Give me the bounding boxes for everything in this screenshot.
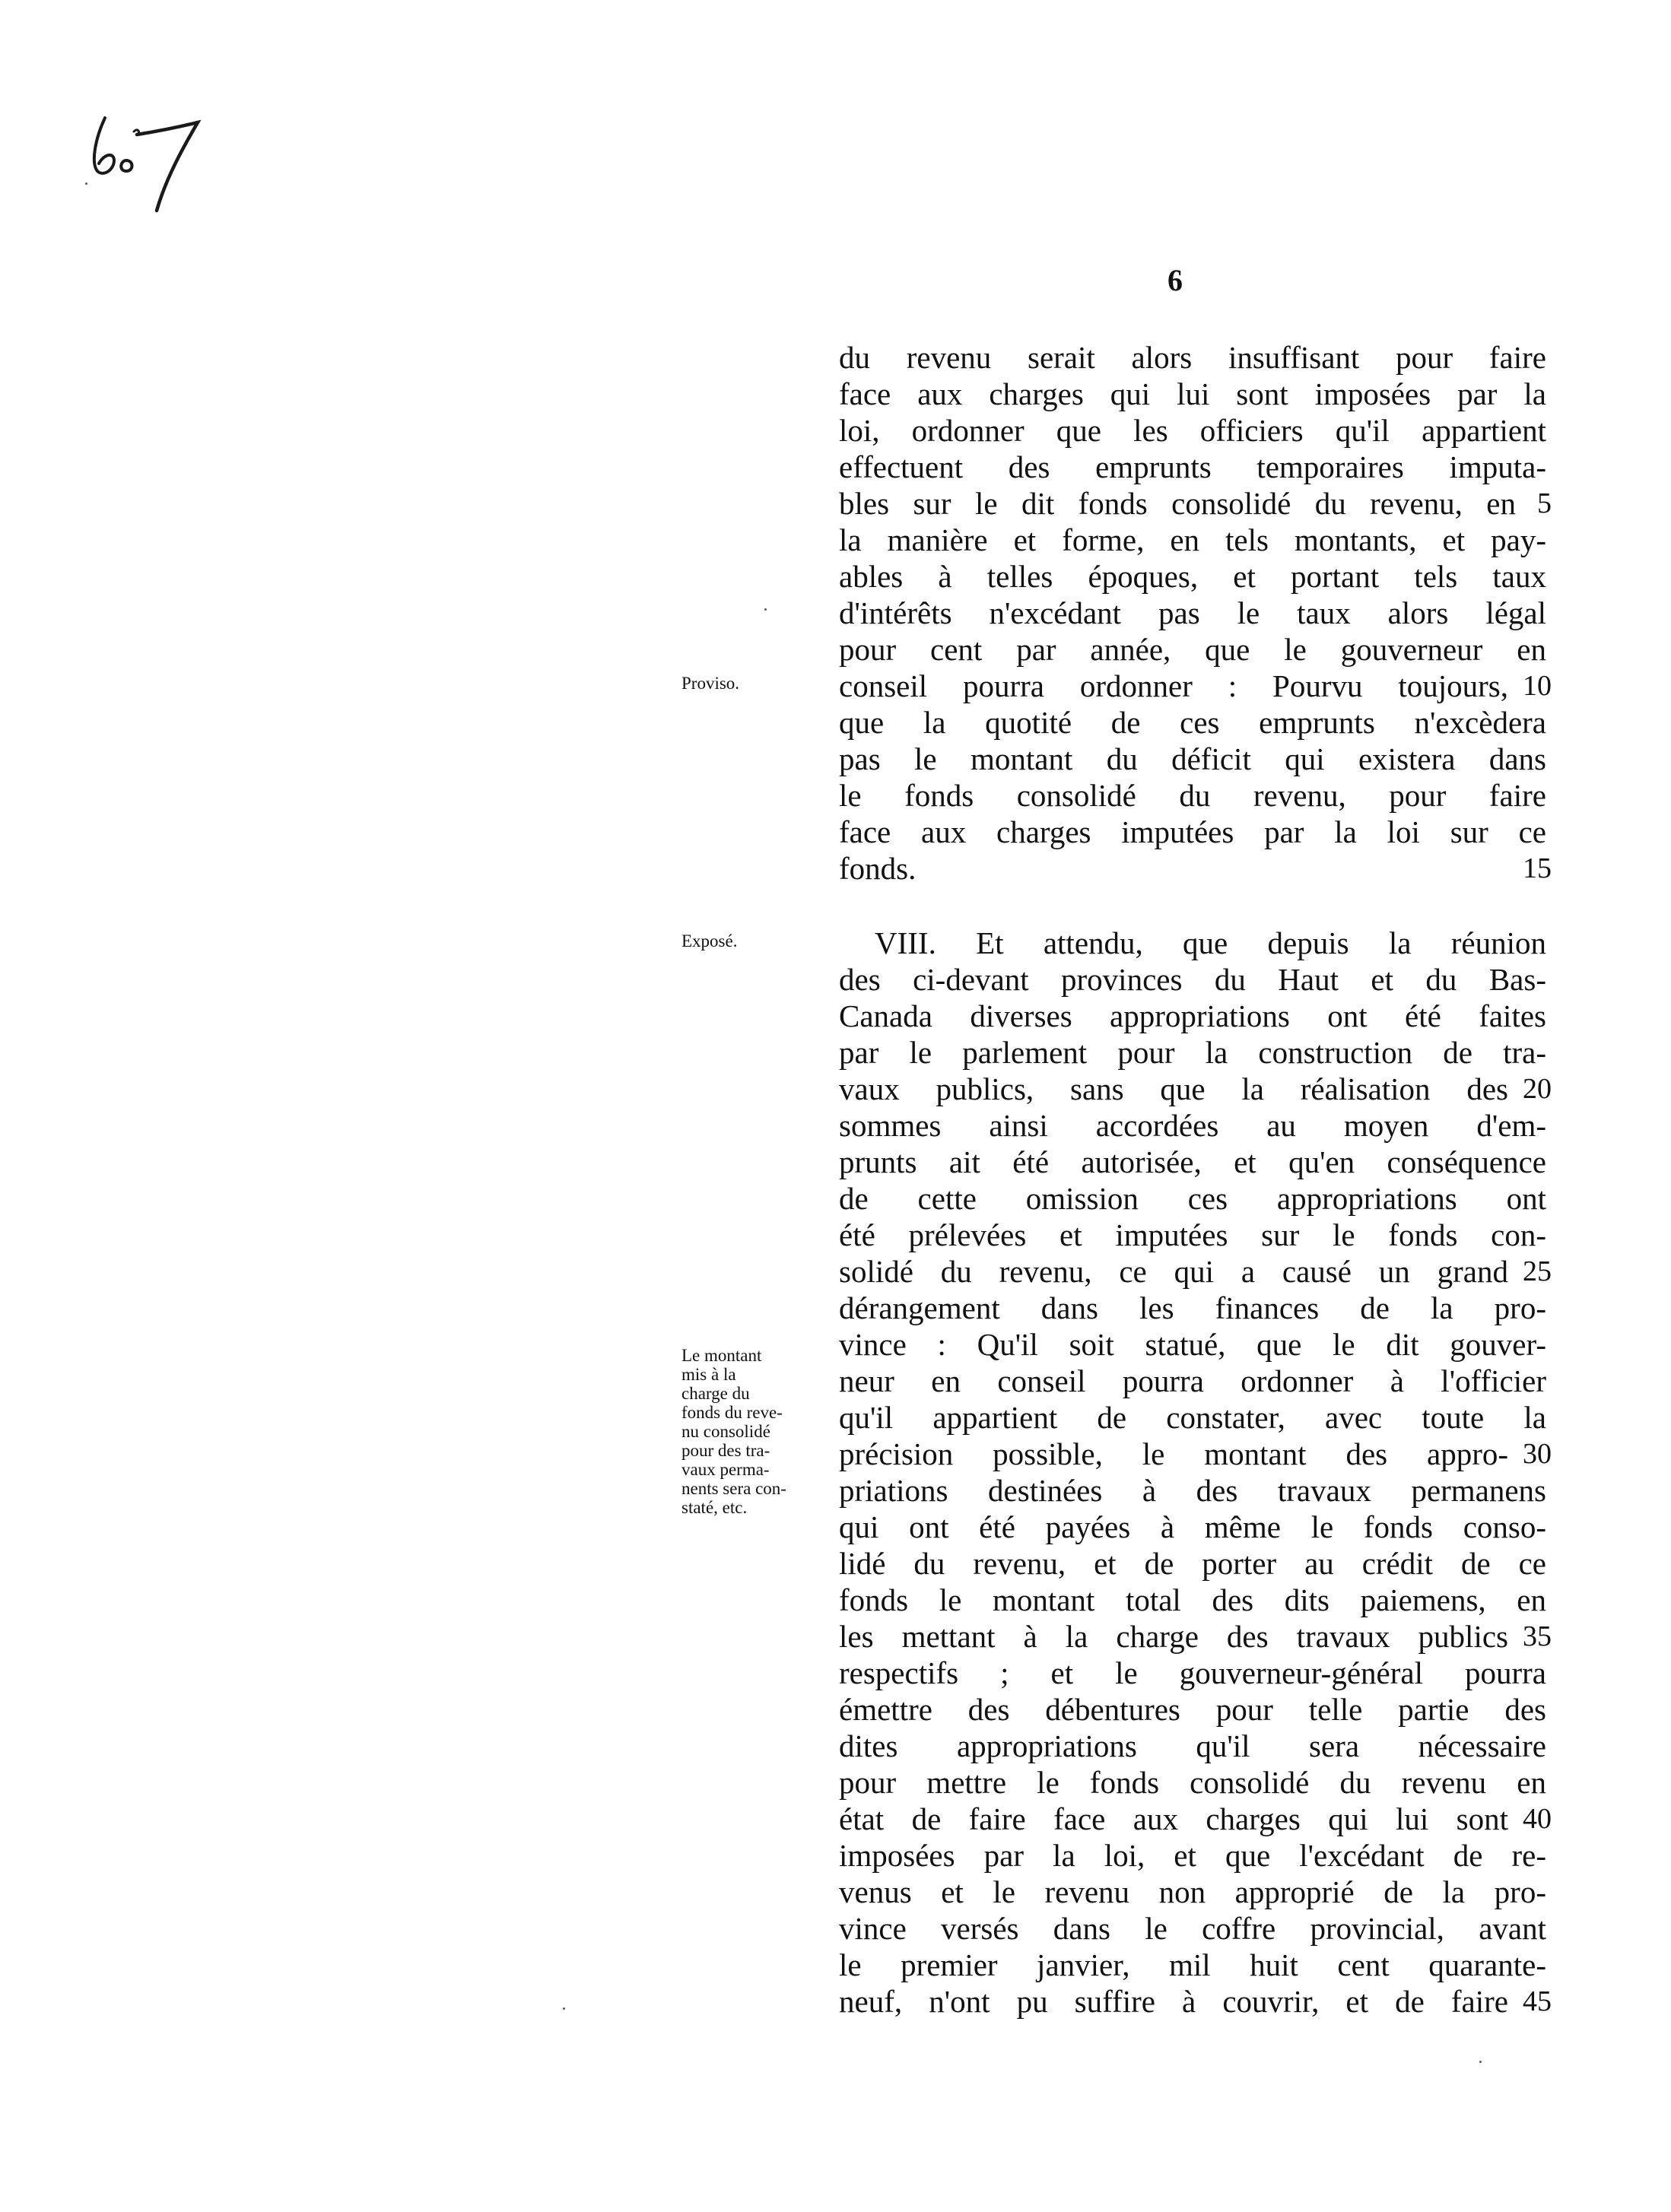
handwritten-folio-number	[84, 87, 213, 217]
margin-note-line: Le montant	[681, 1346, 762, 1365]
margin-note-line: fonds du reve-	[681, 1403, 783, 1422]
line-number-5: 5	[1537, 487, 1552, 519]
body-text-line: dites appropriations qu'il sera nécessaire	[839, 1728, 1546, 1763]
body-text-line: état de faire face aux charges qui lui sont	[839, 1801, 1508, 1836]
body-text-line: fonds le montant total des dits paiemens, en	[839, 1582, 1546, 1617]
margin-note-expose: Exposé.	[681, 931, 738, 950]
margin-note-montant	[681, 1346, 834, 1517]
body-text-line: vince versés dans le coffre provincial, avant	[839, 1911, 1546, 1946]
body-text-line: VIII. Et attendu, que depuis la réunion	[875, 925, 1546, 960]
line-number-10: 10	[1523, 670, 1552, 702]
body-text-line: la manière et forme, en tels montants, et pay-	[839, 522, 1546, 557]
body-text-line: effectuent des emprunts temporaires imputa-	[839, 449, 1546, 484]
body-text-line: venus et le revenu non approprié de la pro-	[839, 1874, 1546, 1909]
body-text-line: pour cent par année, que le gouverneur en	[839, 632, 1546, 667]
body-text-line: pour mettre le fonds consolidé du revenu en	[839, 1765, 1546, 1800]
page-number: 6	[1167, 263, 1183, 297]
body-text-line: le premier janvier, mil huit cent quarante-	[839, 1947, 1546, 1982]
margin-note-line: mis à la	[681, 1365, 736, 1384]
margin-note-line: nents sera con-	[681, 1479, 786, 1498]
body-text-line: neur en conseil pourra ordonner à l'officier	[839, 1363, 1546, 1398]
scan-speck	[1479, 2061, 1482, 2063]
margin-note-proviso: Proviso.	[681, 674, 740, 693]
body-text-line: vince : Qu'il soit statué, que le dit gouver-	[839, 1327, 1546, 1362]
body-text-line: émettre des débentures pour telle partie des	[839, 1692, 1546, 1727]
body-text-line: pas le montant du déficit qui existera dans	[839, 741, 1546, 776]
line-number-25: 25	[1523, 1255, 1552, 1287]
body-text-line: vaux publics, sans que la réalisation des	[839, 1071, 1508, 1106]
margin-note-line: charge du	[681, 1384, 750, 1403]
body-text-line: ables à telles époques, et portant tels taux	[839, 559, 1546, 594]
handwritten-607-ink	[84, 87, 213, 217]
body-text-line: sommes ainsi accordées au moyen d'em-	[839, 1108, 1546, 1143]
margin-note-line: pour des tra-	[681, 1441, 770, 1460]
body-text-line: face aux charges imputées par la loi sur ce	[839, 814, 1546, 849]
body-text-line: été prélevées et imputées sur le fonds con-	[839, 1217, 1546, 1252]
body-text-line: conseil pourra ordonner : Pourvu toujours,	[839, 668, 1508, 703]
scan-speck	[764, 608, 767, 611]
body-text-line: face aux charges qui lui sont imposées par la	[839, 376, 1546, 411]
line-number-20: 20	[1523, 1073, 1552, 1105]
line-number-35: 35	[1523, 1620, 1552, 1652]
body-text-line: neuf, n'ont pu suffire à couvrir, et de faire	[839, 1984, 1508, 2019]
line-number-40: 40	[1523, 1803, 1552, 1835]
margin-note-line: nu consolidé	[681, 1422, 770, 1441]
line-number-15: 15	[1523, 852, 1552, 884]
body-text-line: de cette omission ces appropriations ont	[839, 1181, 1546, 1216]
body-text-line: les mettant à la charge des travaux publics	[839, 1619, 1508, 1654]
body-text-line: fonds.	[839, 851, 917, 886]
scan-speck	[85, 182, 87, 185]
body-text-line: prunts ait été autorisée, et qu'en conséquence	[839, 1144, 1546, 1179]
line-number-30: 30	[1523, 1438, 1552, 1470]
body-text-line: Canada diverses appropriations ont été faites	[839, 998, 1546, 1033]
body-text-line: respectifs ; et le gouverneur-général pourra	[839, 1655, 1546, 1690]
body-text-line: dérangement dans les finances de la pro-	[839, 1290, 1546, 1325]
body-text-line: qu'il appartient de constater, avec toute la	[839, 1400, 1546, 1435]
line-number-45: 45	[1523, 1985, 1552, 2017]
body-text-line: bles sur le dit fonds consolidé du revenu, en	[839, 486, 1516, 521]
body-text-line: le fonds consolidé du revenu, pour faire	[839, 778, 1546, 813]
body-text-line: des ci-devant provinces du Haut et du Bas-	[839, 962, 1546, 997]
body-text-line: qui ont été payées à même le fonds conso-	[839, 1509, 1546, 1544]
body-text-line: loi, ordonner que les officiers qu'il appartient	[839, 413, 1546, 448]
body-text-line: lidé du revenu, et de porter au crédit de ce	[839, 1546, 1546, 1581]
body-text-line: imposées par la loi, et que l'excédant de re-	[839, 1838, 1546, 1873]
body-text-line: priations destinées à des travaux permanens	[839, 1473, 1546, 1508]
body-text-line: par le parlement pour la construction de tra-	[839, 1035, 1546, 1070]
margin-note-line: vaux perma-	[681, 1460, 770, 1479]
body-text-line: précision possible, le montant des appro-	[839, 1436, 1508, 1471]
body-text-line: du revenu serait alors insuffisant pour faire	[839, 340, 1546, 375]
margin-note-line: staté, etc.	[681, 1498, 748, 1517]
body-text-line: que la quotité de ces emprunts n'excèdera	[839, 705, 1546, 740]
body-text-line: d'intérêts n'excédant pas le taux alors légal	[839, 595, 1546, 630]
scan-speck	[563, 2007, 565, 2010]
body-text-line: solidé du revenu, ce qui a causé un grand	[839, 1254, 1508, 1289]
